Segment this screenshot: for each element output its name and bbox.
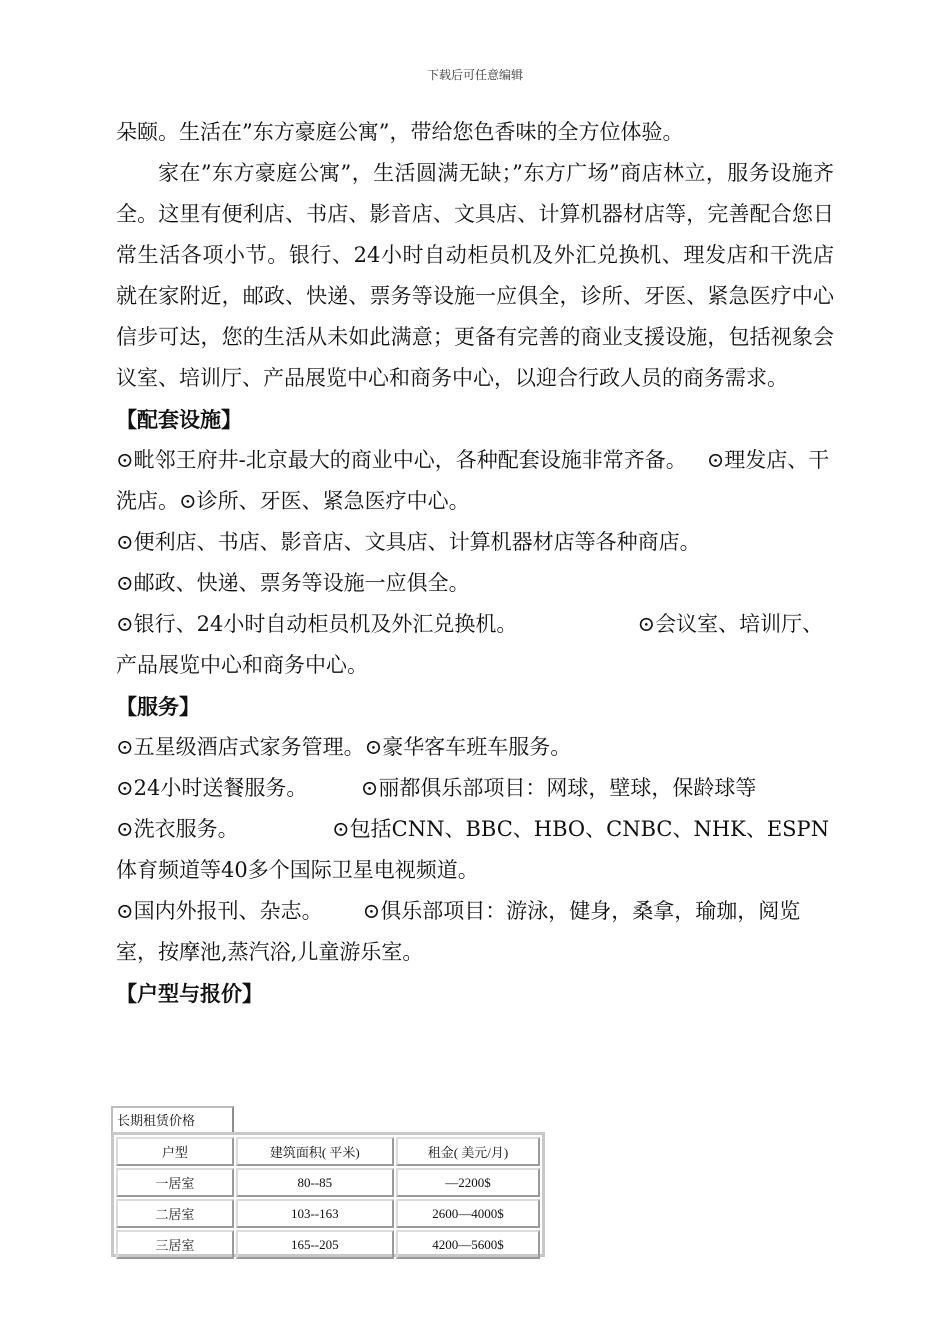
table-cell: 二居室 <box>116 1199 234 1228</box>
facilities-heading: 【配套设施】 <box>116 407 242 432</box>
table-header-row <box>116 1137 540 1166</box>
table-caption: 长期租赁价格 <box>111 1106 234 1132</box>
page-header: 下载后可任意编辑 <box>426 68 523 82</box>
table-row <box>116 1199 540 1228</box>
price-table <box>111 1132 545 1257</box>
services-line-2: ⊙24小时送餐服务。 ⊙丽都俱乐部项目：网球，壁球，保龄球等 <box>116 776 757 800</box>
table-cell: 80--85 <box>236 1168 394 1197</box>
document-body <box>116 112 834 1014</box>
table-cell: 一居室 <box>116 1168 234 1197</box>
table-cell: 4200—5600$ <box>396 1230 540 1259</box>
services-line-4: ⊙国内外报刊、杂志。 ⊙俱乐部项目：游泳，健身，桑拿，瑜珈，阅览室，按摩池,蒸汽浴,儿童游乐室。 <box>116 899 801 964</box>
facilities-line-2: ⊙便利店、书店、影音店、文具店、计算机器材店等各种商店。 <box>116 530 701 554</box>
table-row <box>116 1168 540 1197</box>
services-heading: 【服务】 <box>116 694 200 719</box>
facilities-line-4: ⊙银行、24小时自动柜员机及外汇兑换机。 ⊙会议室、培训厅、产品展览中心和商务中心。 <box>116 612 824 677</box>
table-cell: —2200$ <box>396 1168 540 1197</box>
column-header: 建筑面积( 平米) <box>236 1137 394 1166</box>
intro-paragraph-1: 朵颐。生活在”东方豪庭公寓”，带给您色香味的全方位体验。 <box>116 120 684 144</box>
table-row <box>116 1230 540 1259</box>
column-header: 租金( 美元/月) <box>396 1137 540 1166</box>
facilities-line-1: ⊙毗邻王府井-北京最大的商业中心，各种配套设施非常齐备。 ⊙理发店、干洗店。⊙诊所、牙医、紧急医疗中心。 <box>116 448 830 513</box>
services-line-1: ⊙五星级酒店式家务管理。⊙豪华客车班车服务。 <box>116 735 572 759</box>
table-cell: 三居室 <box>116 1230 234 1259</box>
column-header: 户型 <box>116 1137 234 1166</box>
pricing-heading: 【户型与报价】 <box>116 981 263 1006</box>
services-line-3: ⊙洗衣服务。 ⊙包括CNN、BBC、HBO、CNBC、NHK、ESPN体育频道等40多个国际卫星电视频道。 <box>116 817 830 882</box>
table-cell: 165--205 <box>236 1230 394 1259</box>
table-cell: 2600—4000$ <box>396 1199 540 1228</box>
table-cell: 103--163 <box>236 1199 394 1228</box>
facilities-line-3: ⊙邮政、快递、票务等设施一应俱全。 <box>116 571 470 595</box>
intro-paragraph-2: 家在”东方豪庭公寓”，生活圆满无缺；”东方广场”商店林立，服务设施齐全。这里有便利店、书店、影音店、文具店、计算机器材店等，完善配合您日常生活各项小节。银行、24小时自动柜员机及外汇兑换机、理发店和干洗店就在家附近，邮政、快递、票务等设施一应俱全，诊所、牙医、紧急医疗中心信步可达，您的生活从未如此满意；更备有完善的商业支援设施，包括视象会议室、培训厅、产品展览中心和商务中心，以迎合行政人员的商务需求。 <box>116 161 834 390</box>
